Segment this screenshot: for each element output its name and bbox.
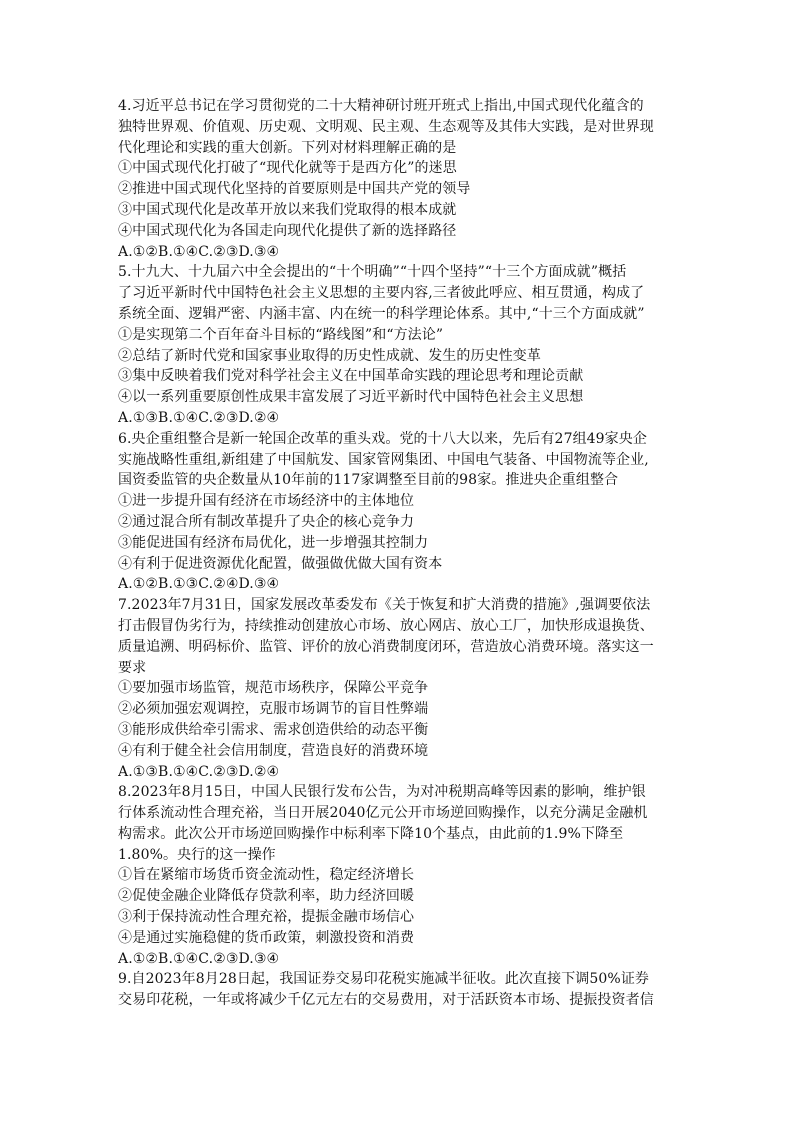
statement-option: ①是实现第二个百年奋斗目标的“路线图”和“方法论” [118,326,444,343]
question-stem-line: 质量追溯、明码标价、监管、评价的放心消费制度闭环，营造放心消费环境。落实这一 [118,638,654,655]
question-6 [118,429,678,595]
question-5 [118,262,678,428]
answer-choices: A.①③B.①④C.②③D.②④ [118,409,280,426]
question-stem-line: 6.央企重组整合是新一轮国企改革的重头戏。党的十八大以来，先后有27组49家央企 [118,430,647,447]
statement-option: ①中国式现代化打破了“现代化就等于是西方化”的迷思 [118,160,457,177]
question-stem-line: 7.2023年7月31日，国家发展改革委发布《关于恢复和扩大消费的措施》,强调要依法 [118,597,651,614]
statement-option: ①旨在紧缩市场货币资金流动性，稳定经济增长 [118,867,415,884]
statement-option: ②推进中国式现代化坚持的首要原则是中国共产党的领导 [118,181,471,198]
statement-option: ③利于保持流动性合理充裕，提振金融市场信心 [118,909,415,926]
question-stem-line: 5.十九大、十九届六中全会提出的“十个明确”“十四个坚持”“十三个方面成就”概括 [118,264,627,281]
question-stem-line: 构需求。此次公开市场逆回购操作中标利率下降10个基点，由此前的1.9%下降至 [118,825,624,842]
question-9 [118,969,678,1011]
statement-option: ①要加强市场监管，规范市场秩序，保障公平竞争 [118,680,429,697]
answer-choices: A.①②B.①④C.②③D.③④ [118,243,280,260]
question-stem-line: 1.80%。央行的这一操作 [118,846,276,863]
statement-option: ①进一步提升国有经济在市场经济中的主体地位 [118,493,415,510]
question-stem-line: 9.自2023年8月28日起，我国证券交易印花税实施减半征收。此次直接下调50%证券 [118,971,650,988]
statement-option: ③集中反映着我们党对科学社会主义在中国革命实践的理论思考和理论贡献 [118,368,584,385]
question-stem-line: 了习近平新时代中国特色社会主义思想的主要内容,三者彼此呼应、相互贯通，构成了 [118,285,645,302]
statement-option: ②必须加强宏观调控，克服市场调节的盲目性弊端 [118,701,429,718]
statement-option: ④有利于健全社会信用制度，营造良好的消费环境 [118,742,429,759]
question-stem-line: 代化理论和实践的重大创新。下列对材料理解正确的是 [118,139,457,156]
question-stem-line: 行体系流动性合理充裕，当日开展2040亿元公开市场逆回购操作，以充分满足金融机 [118,805,648,822]
question-4 [118,96,678,262]
answer-choices: A.①③B.①④C.②③D.②④ [118,763,280,780]
statement-option: ②促使金融企业降低存贷款利率，助力经济回暖 [118,888,415,905]
question-stem-line: 打击假冒伪劣行为，持续推动创建放心市场、放心网店、放心工厂，加快形成退换货、 [118,617,654,634]
statement-option: ②通过混合所有制改革提升了央企的核心竞争力 [118,513,415,530]
question-7 [118,595,678,782]
question-stem-line: 要求 [118,659,147,676]
answer-choices: A.①②B.①④C.②③D.③④ [118,950,280,967]
question-stem-line: 8.2023年8月15日，中国人民银行发布公告，为对冲税期高峰等因素的影响，维护银 [118,784,646,801]
statement-option: ④有利于促进资源优化配置，做强做优做大国有资本 [118,555,443,572]
statement-option: ④以一系列重要原创性成果丰富发展了习近平新时代中国特色社会主义思想 [118,389,584,406]
question-stem-line: 实施战略性重组,新组建了中国航发、国家管网集团、中国电气装备、中国物流等企业, [118,451,649,468]
question-8 [118,782,678,969]
answer-choices: A.①②B.①③C.②④D.③④ [118,576,280,593]
question-stem-line: 交易印花税，一年或将减少千亿元左右的交易费用，对于活跃资本市场、提振投资者信 [118,992,654,1009]
statement-option: ③中国式现代化是改革开放以来我们党取得的根本成就 [118,201,457,218]
question-stem-line: 4.习近平总书记在学习贯彻党的二十大精神研讨班开班式上指出,中国式现代化蕴含的 [118,98,644,114]
question-stem-line: 独特世界观、价值观、历史观、文明观、民主观、生态观等及其伟大实践，是对世界现 [118,118,654,135]
statement-option: ③能促进国有经济布局优化，进一步增强其控制力 [118,534,429,551]
exam-page [118,96,678,1011]
question-stem-line: 系统全面、逻辑严密、内涵丰富、内在统一的科学理论体系。其中,“十三个方面成就” [118,305,645,322]
statement-option: ②总结了新时代党和国家事业取得的历史性成就、发生的历史性变革 [118,347,541,364]
question-stem-line: 国资委监管的央企数量从10年前的117家调整至目前的98家。推进央企重组整合 [118,472,619,489]
statement-option: ③能形成供给牵引需求、需求创造供给的动态平衡 [118,721,429,738]
statement-option: ④是通过实施稳健的货币政策，刺激投资和消费 [118,929,415,946]
statement-option: ④中国式现代化为各国走向现代化提供了新的选择路径 [118,222,457,239]
